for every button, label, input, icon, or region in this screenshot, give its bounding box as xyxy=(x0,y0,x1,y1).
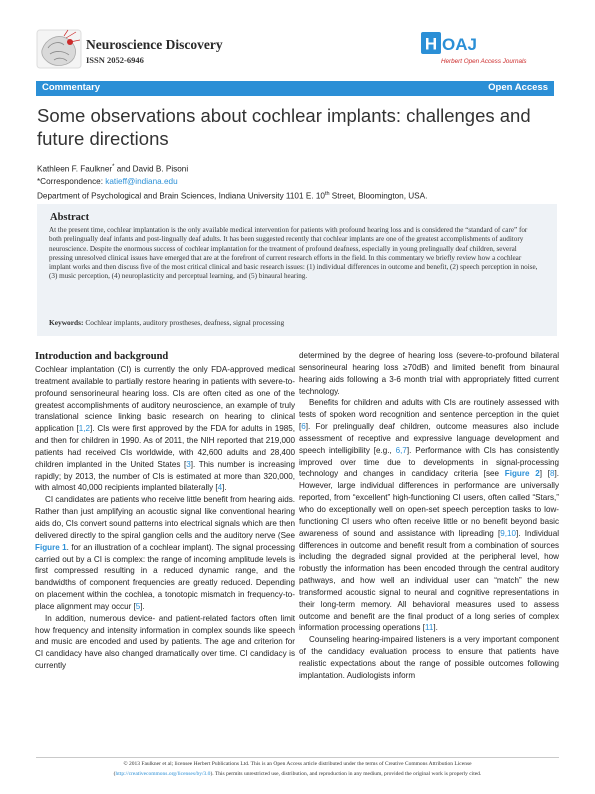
citation-link[interactable]: 6 xyxy=(301,422,306,432)
paragraph: Cochlear implantation (CI) is currently the only FDA-approved medical treatment available to partially restore hearing in patients with severe-to-profound sensorineural hearing loss. CIs are often cited as one of the greatest accomplishments of auditory neuroscience, an example of truly translational science linking basic research on hearing to clinical application [1,2]. CIs were first approved by the FDA for adults in 1985, and then for children in 1990. As of 2011, the NIH reported that 219,000 patients had received CIs worldwide, with 42,600 adults and 28,400 children implanted in the United States [3]. This number is increasing rapidly; by 2013, the number of CIs is estimated at more than 320,000, with almost 40,000 recipients implanted bilaterally [4]. xyxy=(35,365,296,493)
figure-link[interactable]: Figure 1 xyxy=(35,542,67,552)
citation-link[interactable]: 3 xyxy=(186,459,191,469)
figure-link[interactable]: Figure 2 xyxy=(504,469,540,479)
abstract-text: At the present time, cochlear implantation is the only available medical intervention for patients with profound hearing loss and is considered the “standard of care” for both prelingually deaf infants and post-lingually deaf adults. It has been suggested recently that cochlear implants are one of the greatest accomplishments of auditory neuroscience. Despite the enormous success of cochlear implantation for the treatment of profound deafness, especially in young prelingually deaf children, several pressing unresolved clinical issues have emerged that are at the forefront of current research efforts in the field. In this commentary we briefly review how a cochlear implant works and then discuss five of the most critical clinical and basic research issues: (1) individual differences in outcome and benefit, (2) speech perception in noise, (3) music perception, (4) neuroplasticity and perceptual learning, and (5) binaural hearing. xyxy=(49,226,538,281)
journal-name: Neuroscience Discovery xyxy=(86,37,223,52)
abstract-box xyxy=(37,204,557,336)
citation-link[interactable]: 9,10 xyxy=(500,528,517,538)
license-link[interactable]: http://creativecommons.org/licenses/by/3.0 xyxy=(115,770,211,777)
paragraph: Benefits for children and adults with CIs are routinely assessed with tests of spoken word recognition and sentence perception in the quiet [6]. For prelingually deaf children, outcome measures also include assessment of receptive and expressive language development and speech intelligibility [e.g., 6,7]. Performance with CIs has consistently improved over time due to developments in signal-processing technology and changes in candidacy criteria [see Figure 2] [8]. However, large individual differences in performance are universally reported, from “excellent” high-functioning CI users, often called “Stars,” who do exceptionally well on open-set speech perception tasks to low-functioning CI users who often receive little or no benefit beyond basic awareness of sound and assistance with lipreading [9,10]. Individual differences in outcome and benefit result from a combination of sources including the degraded signal provided at the peripheral level, how robustly the information has been encoded through the central auditory pathways, and how well an individual user can “match” the new transformed acoustic signal to neural and cognitive representations in their long-term memory. All behavioral measures used to assess outcome and benefit are the final product of a long series of complex information processing operations [11]. xyxy=(299,398,560,633)
author-block xyxy=(37,161,557,202)
section-heading: Introduction and background xyxy=(35,351,169,362)
issn: ISSN 2052-6946 xyxy=(86,55,144,65)
svg-text:OAJ: OAJ xyxy=(442,35,477,54)
license-footer: © 2013 Faulkner et al; licensee Herbert Publications Ltd. This is an Open Access article distributed under the terms of Creative Commons Attribution License (http://creativecommons.org/licenses/by/3.0). This permits unrestricted use, distribution, and reproduction in any medium, provided the original work is properly cited. xyxy=(113,761,482,777)
page-header xyxy=(0,0,595,80)
citation-link[interactable]: 1,2 xyxy=(78,424,91,434)
journal-logo-icon xyxy=(36,28,84,72)
hoaj-logo-icon xyxy=(421,32,501,58)
footer-divider xyxy=(36,757,559,758)
paragraph: Counseling hearing-impaired listeners is a very important component of the candidacy evaluation process to ensure that patients have realistic expectations about the range of possible outcomes following implantation. Audiologists inform xyxy=(299,635,559,680)
paragraph: determined by the degree of hearing loss (severe-to-profound bilateral sensorineural hearing loss ≥70dB) and limited benefit from binaural hearing aids following a 3-6 month trial with appropriately fitted current technology. xyxy=(299,351,559,396)
paragraph: CI candidates are patients who receive little benefit from hearing aids. Rather than just amplifying an acoustic signal like conventional hearing aids do, CIs convert sound patterns into electrical signals which are then delivered directly to the spiral ganglion cells and the auditory nerve (See Figure 1. for an illustration of a cochlear implant). The signal processing carried out by a CI is complex: the range of incoming amplitude levels is first compressed resulting in a reduced dynamic range, and the bandwidths of component frequencies are greatly reduced. Depending on placement within the cochlea, a tonotopic mismatch in frequency-to-place alignment may occur [5]. xyxy=(35,495,296,611)
citation-link[interactable]: 5 xyxy=(135,601,141,611)
abstract-heading: Abstract xyxy=(50,212,90,223)
citation-link[interactable]: 4 xyxy=(217,483,223,493)
publisher-tagline: Herbert Open Access Journals xyxy=(441,58,527,65)
article-type-bar xyxy=(36,81,554,96)
correspondence-email-link[interactable]: katieff@indiana.edu xyxy=(105,176,178,186)
keywords: Keywords: Cochlear implants, auditory prostheses, deafness, signal processing xyxy=(49,318,285,327)
citation-link[interactable]: 11 xyxy=(424,623,434,633)
body-column-right xyxy=(299,350,559,682)
citation-link[interactable]: 6,7 xyxy=(395,445,407,455)
affiliation: Department of Psychological and Brain Sciences, Indiana University 1101 E. 10th Street, Bloomington, USA. xyxy=(37,190,428,201)
paragraph: In addition, numerous device- and patient-related factors often limit how frequency and intensity information in complex sounds like speech and music are encoded and used by patients. The age and criterion for CI candidacy have also changed dramatically over time. CI candidacy is currently xyxy=(35,613,295,671)
correspondence: *Correspondence: katieff@indiana.edu xyxy=(37,176,178,186)
body-column-left xyxy=(35,350,295,672)
open-access-label: Open Access xyxy=(488,82,548,93)
svg-text:H: H xyxy=(424,34,438,54)
article-title: Some observations about cochlear implants: challenges and future directions xyxy=(37,105,531,149)
authors: Kathleen F. Faulkner* and David B. Pisoni xyxy=(37,164,189,174)
article-type-label: Commentary xyxy=(42,82,101,93)
citation-link[interactable]: 8 xyxy=(550,469,555,479)
